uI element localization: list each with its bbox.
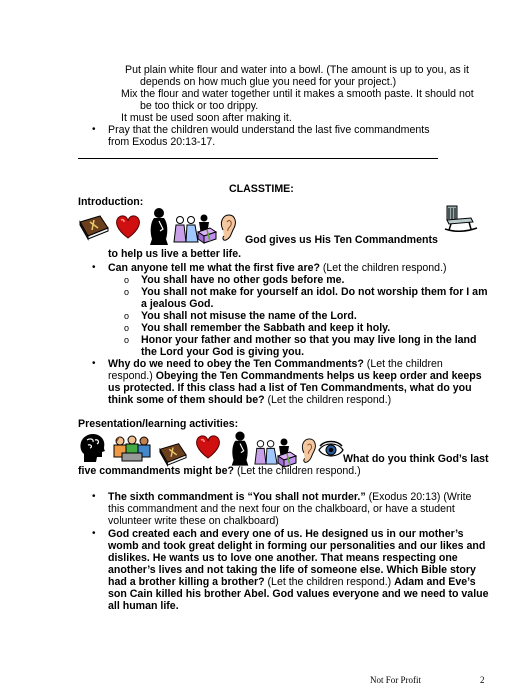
- glue-step-3: It must be used soon after making it.: [121, 112, 292, 124]
- god-created-l1: God created each and every one of us. He designed us in our mother’s: [108, 528, 464, 540]
- commandment-2-cont: a jealous God.: [141, 298, 214, 310]
- glue-step-2: Mix the flour and water together until it makes a smooth paste. It should not: [121, 88, 474, 100]
- sub-bullet: o: [124, 335, 130, 345]
- question-first-five: Can anyone tell me what the first five are? (Let the children respond.): [108, 262, 447, 274]
- gift-box-icon: [196, 226, 218, 244]
- intro-statement-1: God gives us His Ten Commandments: [245, 234, 438, 246]
- sixth-commandment-l1: The sixth commandment is “You shall not murder.” (Exodus 20:13) (Write: [108, 491, 472, 503]
- children-group-icon: [112, 435, 156, 463]
- glue-step-1-cont: depends on how much glue you need for your project.): [140, 76, 397, 88]
- god-created-l4: another’s lives and not taking the life of someone else. Which Bible story: [108, 564, 476, 576]
- god-created-l6: son Cain killed his brother Abel. God values everyone and we need to value: [108, 588, 489, 600]
- classtime-heading: CLASSTIME:: [229, 183, 294, 195]
- prayer-line-2: from Exodus 20:13-17.: [108, 136, 216, 148]
- bullet: •: [92, 124, 96, 135]
- god-created-l2: womb and took great delight in forming our personalities and our likes and: [108, 540, 486, 552]
- question-why-obey: Why do we need to obey the Ten Commandments? (Let the children: [108, 358, 443, 370]
- intro-statement-2: to help us live a better life.: [108, 248, 242, 260]
- question-why-obey-l2: respond.) Obeying the Ten Commandments helps us keep order and keeps: [108, 370, 482, 382]
- bullet: •: [92, 491, 96, 502]
- commandment-3: You shall not misuse the name of the Lord.: [141, 310, 357, 322]
- commandment-5: Honor your father and mother so that you may live long in the land: [141, 334, 477, 346]
- god-created-l3: dislikes. He wants us to love one another. That means respecting one: [108, 552, 458, 564]
- commandment-4: You shall remember the Sabbath and keep it holy.: [141, 322, 391, 334]
- rocking-chair-icon: [443, 204, 479, 232]
- presentation-label: Presentation/learning activities:: [78, 418, 239, 430]
- heart-icon: [194, 434, 222, 460]
- sub-bullet: o: [124, 287, 130, 297]
- prayer-line-1: Pray that the children would understand the last five commandments: [108, 124, 430, 136]
- sixth-commandment-l3: volunteer write these on chalkboard): [108, 515, 279, 527]
- glue-step-1: Put plain white flour and water into a bowl. (The amount is up to you, as it: [125, 64, 469, 76]
- commandment-5-cont: the Lord your God is giving you.: [141, 346, 305, 358]
- praying-person-icon: [228, 430, 252, 468]
- praying-person-icon: [146, 207, 172, 247]
- god-created-l5: had a brother killing a brother? (Let the children respond.) Adam and Eve’s: [108, 576, 476, 588]
- commandment-2: You shall not make for yourself an idol. Do not worship them for I am: [141, 286, 488, 298]
- sub-bullet: o: [124, 275, 130, 285]
- presentation-question-2: five commandments might be? (Let the children respond.): [78, 465, 361, 477]
- bible-icon: [78, 212, 110, 242]
- heart-icon: [114, 214, 142, 240]
- footer-note: Not For Profit: [370, 675, 422, 685]
- eye-icon: [318, 440, 344, 460]
- god-created-l7: all human life.: [108, 600, 179, 612]
- bullet: •: [92, 528, 96, 539]
- section-divider: [78, 158, 438, 159]
- bible-icon: [158, 440, 188, 468]
- bullet: •: [92, 262, 96, 273]
- ear-icon: [300, 438, 317, 464]
- paper-doll-icon: [254, 440, 278, 466]
- sub-bullet: o: [124, 311, 130, 321]
- introduction-label: Introduction:: [78, 196, 144, 208]
- ear-icon: [219, 214, 237, 242]
- question-why-obey-l3: us protected. If this class had a list of Ten Commandments, what do you: [108, 382, 472, 394]
- commandment-1: You shall have no other gods before me.: [141, 274, 345, 286]
- question-why-obey-l4: think some of them should be? (Let the children respond.): [108, 394, 392, 406]
- page-number: 2: [480, 675, 485, 685]
- sixth-commandment-l2: this commandment and the next four on the chalkboard, or have a student: [108, 503, 455, 515]
- bullet: •: [92, 358, 96, 369]
- glue-step-2-cont: be too thick or too drippy.: [140, 100, 259, 112]
- sub-bullet: o: [124, 323, 130, 333]
- thinking-head-icon: [78, 432, 108, 464]
- presentation-question-1: What do you think God’s last: [343, 453, 489, 465]
